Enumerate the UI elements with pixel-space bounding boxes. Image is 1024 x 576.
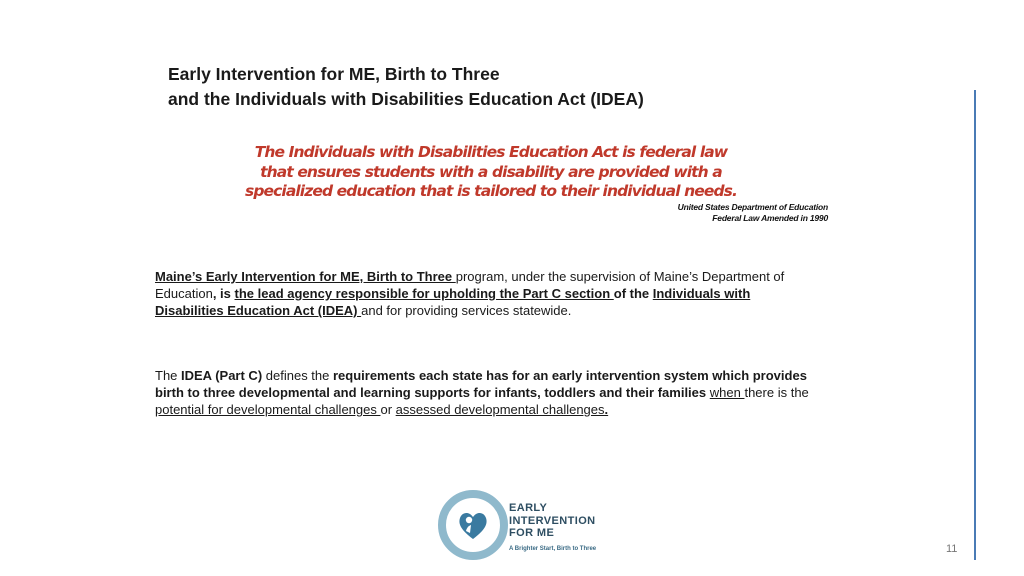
- p2-text-1: The: [155, 368, 182, 383]
- p1-text-7: and for providing services statewide.: [361, 303, 572, 318]
- p2-text-9: or: [380, 402, 396, 417]
- p1-text-2: program, under the supervision of Maine’s Department of Education: [155, 269, 785, 301]
- requirements-phrase: requirements each state has for an early intervention system which provides birth to three developmental and learning supports for infants, toddlers and their families: [155, 368, 807, 400]
- idea-part-c: IDEA (Part C): [181, 368, 263, 383]
- paragraph-idea-part-c: [155, 367, 815, 418]
- quote-line-3: specialized education that is tailored to their individual needs.: [245, 182, 737, 200]
- logo-line-3: FOR ME: [509, 527, 555, 539]
- page-number: 11: [946, 543, 958, 555]
- title-line-1: Early Intervention for ME, Birth to Three: [168, 64, 500, 84]
- p1-text-3: , is: [212, 286, 235, 301]
- p1-text-5: of the: [613, 286, 653, 301]
- source-line-2: Federal Law Amended in 1990: [712, 213, 828, 223]
- quote-line-1: The Individuals with Disabilities Education Act is federal law: [254, 143, 728, 161]
- idea-act-name: Individuals with Disabilities Education Act (IDEA): [155, 286, 751, 318]
- quote-source: [600, 202, 828, 224]
- p2-text-11: .: [604, 402, 609, 417]
- paragraph-lead-agency: [155, 268, 815, 319]
- potential-challenges-phrase: potential for developmental challenges: [155, 402, 381, 417]
- when-phrase: when: [709, 385, 745, 400]
- lead-agency-phrase: the lead agency responsible for upholding the Part C section: [234, 286, 614, 301]
- logo-heart-icon: [437, 489, 509, 561]
- logo-wordmark: [509, 502, 596, 540]
- assessed-challenges-phrase: assessed developmental challenges: [395, 402, 605, 417]
- source-line-1: United States Department of Education: [677, 202, 828, 212]
- title-line-2: and the Individuals with Disabilities Education Act (IDEA): [168, 89, 644, 109]
- quote-line-2: that ensures students with a disability are provided with a: [260, 162, 722, 181]
- accent-divider: [974, 90, 976, 560]
- early-intervention-logo: [437, 489, 607, 561]
- program-name: Maine’s Early Intervention for ME, Birth to Three: [155, 269, 456, 284]
- logo-line-2: INTERVENTION: [509, 514, 596, 527]
- p2-text-7: there is the: [744, 385, 809, 400]
- idea-quote: [236, 143, 746, 202]
- logo-line-1: EARLY: [509, 502, 548, 514]
- logo-tagline: A Brighter Start, Birth to Three: [509, 546, 597, 552]
- slide-title: [168, 62, 644, 112]
- p2-text-3: defines the: [262, 368, 333, 383]
